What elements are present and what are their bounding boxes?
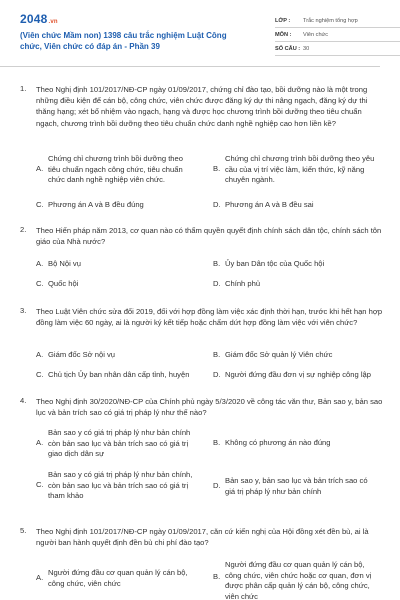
option-letter: A. [36, 438, 44, 447]
meta-label: LỚP : [275, 17, 291, 24]
option-text: Giám đốc Sở nội vụ [48, 350, 116, 359]
option-letter: B. [213, 438, 221, 447]
site-logo[interactable] [20, 12, 58, 26]
option-text: Người đứng đầu đơn vị sự nghiệp công lập [225, 370, 371, 379]
meta-row-subject [275, 28, 400, 42]
question-text: Theo Luật Viên chức sửa đổi 2019, đối với hợp đồng làm việc xác định thời hạn, trước khi hết hạn hợp đồng làm việc 60 ngày, ai là người ký kết tiếp hoặc chấm dứt hợp đồng làm việc với viên chức? [36, 307, 383, 328]
option-text: Không có phương án nào đúng [225, 438, 331, 447]
option-text: Người đứng đầu cơ quan quản lý cán bộ, công chức, viên chức hoặc cơ quan, đơn vị được phân cấp quản lý cán bộ, công chức, viên chức [225, 560, 372, 600]
question-text: Theo Nghị định 101/2017/NĐ-CP ngày 01/09/2017, căn cứ kiến nghị của Hội đồng xét đền bù, ai là người ban hành quyết định đền bù chi phí đào tạo? [36, 527, 369, 548]
question-number: 1. [20, 84, 27, 93]
question-number: 5. [20, 526, 27, 535]
option-letter: A. [36, 259, 44, 268]
option-text: Chứng chỉ chương trình bồi dưỡng theo tiêu chuẩn ngạch công chức, tiêu chuẩn chức danh nghề nghiệp viên chức. [48, 154, 183, 184]
option-letter: B. [213, 572, 221, 581]
meta-value: Trắc nghiệm tổng hợp [303, 17, 358, 24]
question-text: Theo Hiến pháp năm 2013, cơ quan nào có thẩm quyền quyết định chính sách dân tộc, chính sách tôn giáo của Nhà nước? [36, 226, 382, 247]
document-title: (Viên chức Mầm non) 1398 câu trắc nghiệm Luật Công chức, Viên chức có đáp án - Phần 39 [20, 31, 227, 51]
option-letter: A. [36, 350, 44, 359]
option-letter: C. [36, 480, 44, 489]
option-text: Bộ Nội vụ [48, 259, 81, 268]
document-header [20, 12, 388, 64]
option-letter: C. [36, 200, 44, 209]
option-letter: B. [213, 164, 221, 173]
option-letter: A. [36, 573, 44, 582]
logo-suffix: .vn [48, 19, 58, 25]
meta-label: SỐ CÂU : [275, 45, 301, 52]
question-number: 3. [20, 306, 27, 315]
option-text: Giám đốc Sở quản lý Viên chức [225, 350, 333, 359]
option-text: Bản sao y có giá trị pháp lý như bản chính, còn bản sao lục và bản trích sao có giá trị tham khảo [48, 470, 193, 500]
logo-text: 2048 [20, 12, 48, 26]
option-text: Phương án A và B đều đúng [48, 200, 144, 209]
question-number: 2. [20, 225, 27, 234]
question-text: Theo Nghị định 30/2020/NĐ-CP của Chính phủ ngày 5/3/2020 về công tác văn thư, Bản sao y, bản sao lục và bản trích sao có giá trị pháp lý như thế nào? [36, 397, 383, 418]
meta-label: MÔN : [275, 31, 292, 38]
option-letter: B. [213, 259, 221, 268]
option-letter: C. [36, 370, 44, 379]
question-text: Theo Nghị định 101/2017/NĐ-CP ngày 01/09/2017, chứng chỉ đào tạo, bồi dưỡng nào là một trong những điều kiện để cán bộ, công chức, viên chức được đăng ký dự thi nâng ngạch, đăng ký dự thi thăng hạng; xét bổ nhiệm vào ngạch, hạng và được học chương trình bồi dưỡng theo tiêu chuẩn ngạch, chương trình bồi dưỡng theo tiêu chuẩn chức danh nghề nghiệp cao hơn liền kề? [36, 85, 368, 128]
option-letter: C. [36, 279, 44, 288]
meta-value: Viên chức [303, 31, 329, 38]
option-text: Chứng chỉ chương trình bồi dưỡng theo yêu cầu của vị trí việc làm, kiến thức, kỹ năng chuyên ngành. [225, 154, 375, 184]
meta-table [275, 14, 400, 56]
option-letter: D. [213, 279, 221, 288]
option-letter: D. [213, 370, 221, 379]
option-text: Người đứng đầu cơ quan quản lý cán bộ, công chức, viên chức [48, 568, 188, 588]
option-letter: D. [213, 200, 221, 209]
option-text: Quốc hội [48, 279, 79, 288]
header-divider [0, 66, 380, 67]
option-text: Bản sao y, bản sao lục và bản trích sao có giá trị pháp lý như bản chính [225, 476, 368, 496]
option-letter: D. [213, 481, 221, 490]
option-letter: A. [36, 164, 44, 173]
option-text: Chủ tịch Ủy ban nhân dân cấp tỉnh, huyện [48, 370, 190, 379]
meta-value: 30 [303, 45, 310, 52]
option-text: Phương án A và B đều sai [225, 200, 314, 209]
question-number: 4. [20, 396, 27, 405]
option-text: Chính phủ [225, 279, 261, 288]
option-text: Bản sao y có giá trị pháp lý như bản chính còn bản sao lục và bản trích sao có giá trị giao dịch dân sự [48, 428, 191, 458]
meta-row-count [275, 42, 400, 56]
option-text: Ủy ban Dân tộc của Quốc hội [225, 259, 325, 268]
meta-row-class [275, 14, 400, 28]
option-letter: B. [213, 350, 221, 359]
